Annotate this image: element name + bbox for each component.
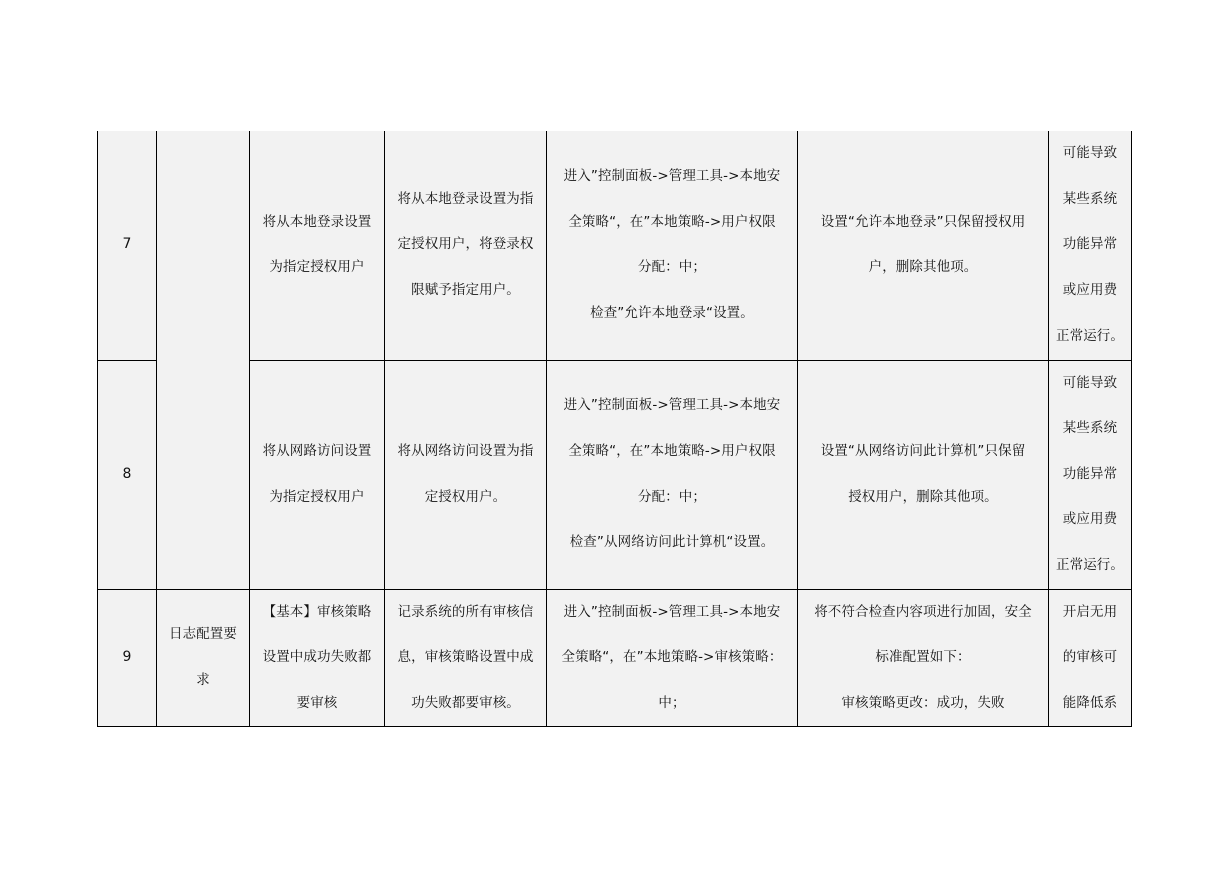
item-cell: 将从网路访问设置 为指定授权用户 xyxy=(250,360,385,589)
category-cell: 日志配置要 求 xyxy=(157,589,250,727)
remediation-cell: 将不符合检查内容项进行加固，安全 标准配置如下： 审核策略更改：成功，失败 xyxy=(798,589,1049,727)
check-method-cell: 进入”控制面板->管理工具->本地安 全策略“，在”本地策略->审核策略： 中； xyxy=(547,589,798,727)
remediation-cell: 设置“允许本地登录”只保留授权用 户，删除其他项。 xyxy=(798,131,1049,360)
check-method-cell: 进入”控制面板->管理工具->本地安 全策略“，在”本地策略->用户权限 分配：中； 检查”从网络访问此计算机“设置。 xyxy=(547,360,798,589)
table-row xyxy=(98,131,1132,360)
description-cell: 将从网络访问设置为指 定授权用户。 xyxy=(385,360,547,589)
risk-cell: 可能导致 某些系统 功能异常 或应用费 正常运行。 xyxy=(1049,131,1132,360)
row-number-cell: 7 xyxy=(98,131,157,360)
item-cell: 将从本地登录设置 为指定授权用户 xyxy=(250,131,385,360)
check-method-cell: 进入”控制面板->管理工具->本地安 全策略“，在”本地策略->用户权限 分配：中； 检查”允许本地登录“设置。 xyxy=(547,131,798,360)
risk-cell: 可能导致 某些系统 功能异常 或应用费 正常运行。 xyxy=(1049,360,1132,589)
item-cell: 【基本】审核策略 设置中成功失败都 要审核 xyxy=(250,589,385,727)
remediation-cell: 设置“从网络访问此计算机”只保留 授权用户，删除其他项。 xyxy=(798,360,1049,589)
description-cell: 将从本地登录设置为指 定授权用户，将登录权 限赋予指定用户。 xyxy=(385,131,547,360)
description-cell: 记录系统的所有审核信 息，审核策略设置中成 功失败都要审核。 xyxy=(385,589,547,727)
row-number-cell: 9 xyxy=(98,589,157,727)
table-row xyxy=(98,360,1132,589)
category-cell xyxy=(157,131,250,589)
security-config-table xyxy=(97,131,1132,727)
table-row xyxy=(98,589,1132,727)
row-number-cell: 8 xyxy=(98,360,157,589)
risk-cell: 开启无用 的审核可 能降低系 xyxy=(1049,589,1132,727)
